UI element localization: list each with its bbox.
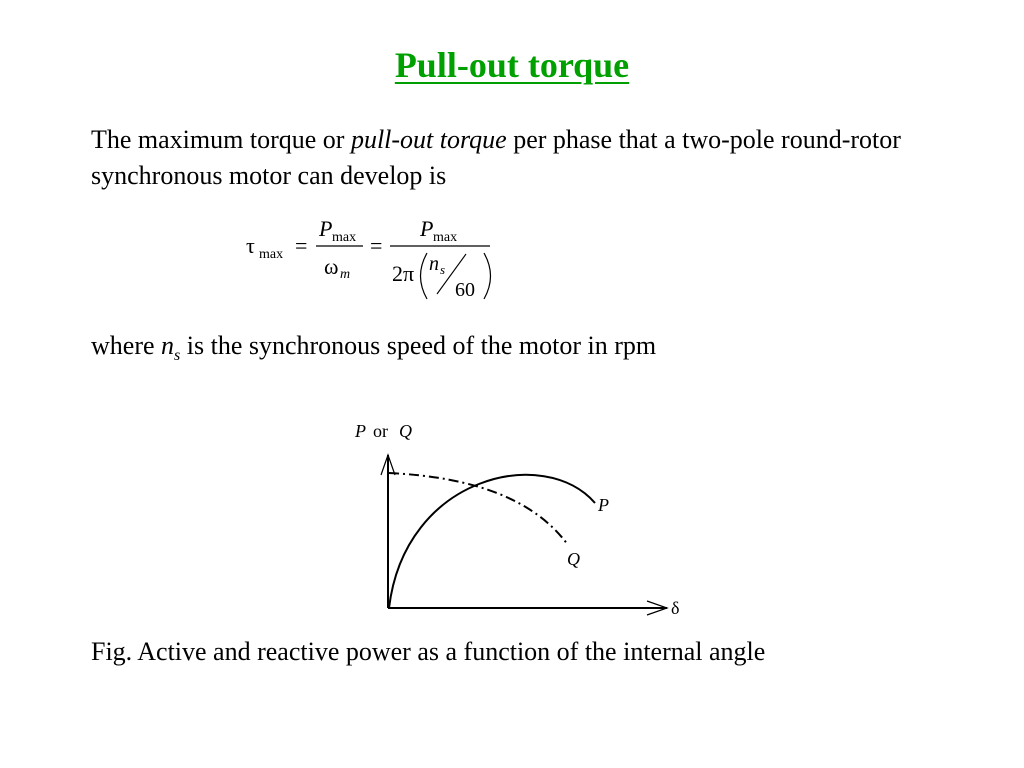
intro-emphasis: pull-out torque — [350, 125, 507, 154]
slide-title-text: Pull-out torque — [394, 45, 630, 85]
eq-omega-sub: m — [340, 267, 351, 282]
x-axis-label-delta: δ — [671, 598, 680, 618]
intro-text-after: per phase that a two-pole round-rotor synchronous motor can develop is — [91, 125, 901, 190]
y-axis-label-q: Q — [399, 421, 412, 441]
eq-sixty: 60 — [455, 279, 475, 301]
y-axis-label-or: or — [373, 421, 388, 441]
where-var: n — [161, 331, 175, 360]
eq-n: n — [429, 253, 439, 275]
eq-n-sub: s — [440, 262, 446, 277]
figure-caption — [91, 634, 765, 670]
intro-paragraph — [91, 122, 951, 194]
where-text-before: where — [91, 331, 162, 360]
where-var-sub: s — [174, 347, 181, 364]
eq-p-num-2-sub: max — [433, 230, 458, 245]
eq-omega: ω — [324, 254, 339, 279]
power-angle-figure — [345, 415, 685, 625]
pullout-torque-equation — [240, 210, 540, 310]
eq-p-num-1-sub: max — [332, 230, 357, 245]
y-axis-label-p: P — [355, 421, 366, 441]
eq-right-paren — [484, 253, 491, 299]
eq-tau-sub: max — [259, 247, 284, 262]
eq-equals-1: = — [295, 233, 308, 258]
slide-title — [0, 44, 1024, 86]
eq-p-num-2: P — [420, 216, 434, 241]
eq-tau: τ — [246, 233, 255, 258]
curve-q-label: Q — [567, 549, 580, 569]
figure-caption-text: Fig. Active and reactive power as a function of the internal angle — [91, 637, 766, 666]
eq-p-num-1: P — [319, 216, 333, 241]
intro-text-before: The maximum torque or — [91, 125, 351, 154]
where-paragraph — [91, 328, 951, 364]
eq-two-pi: 2π — [392, 261, 415, 286]
where-text-after: is the synchronous speed of the motor in rpm — [180, 331, 657, 360]
eq-equals-2: = — [370, 233, 383, 258]
curve-p-label: P — [598, 495, 609, 515]
eq-left-paren — [421, 253, 428, 299]
